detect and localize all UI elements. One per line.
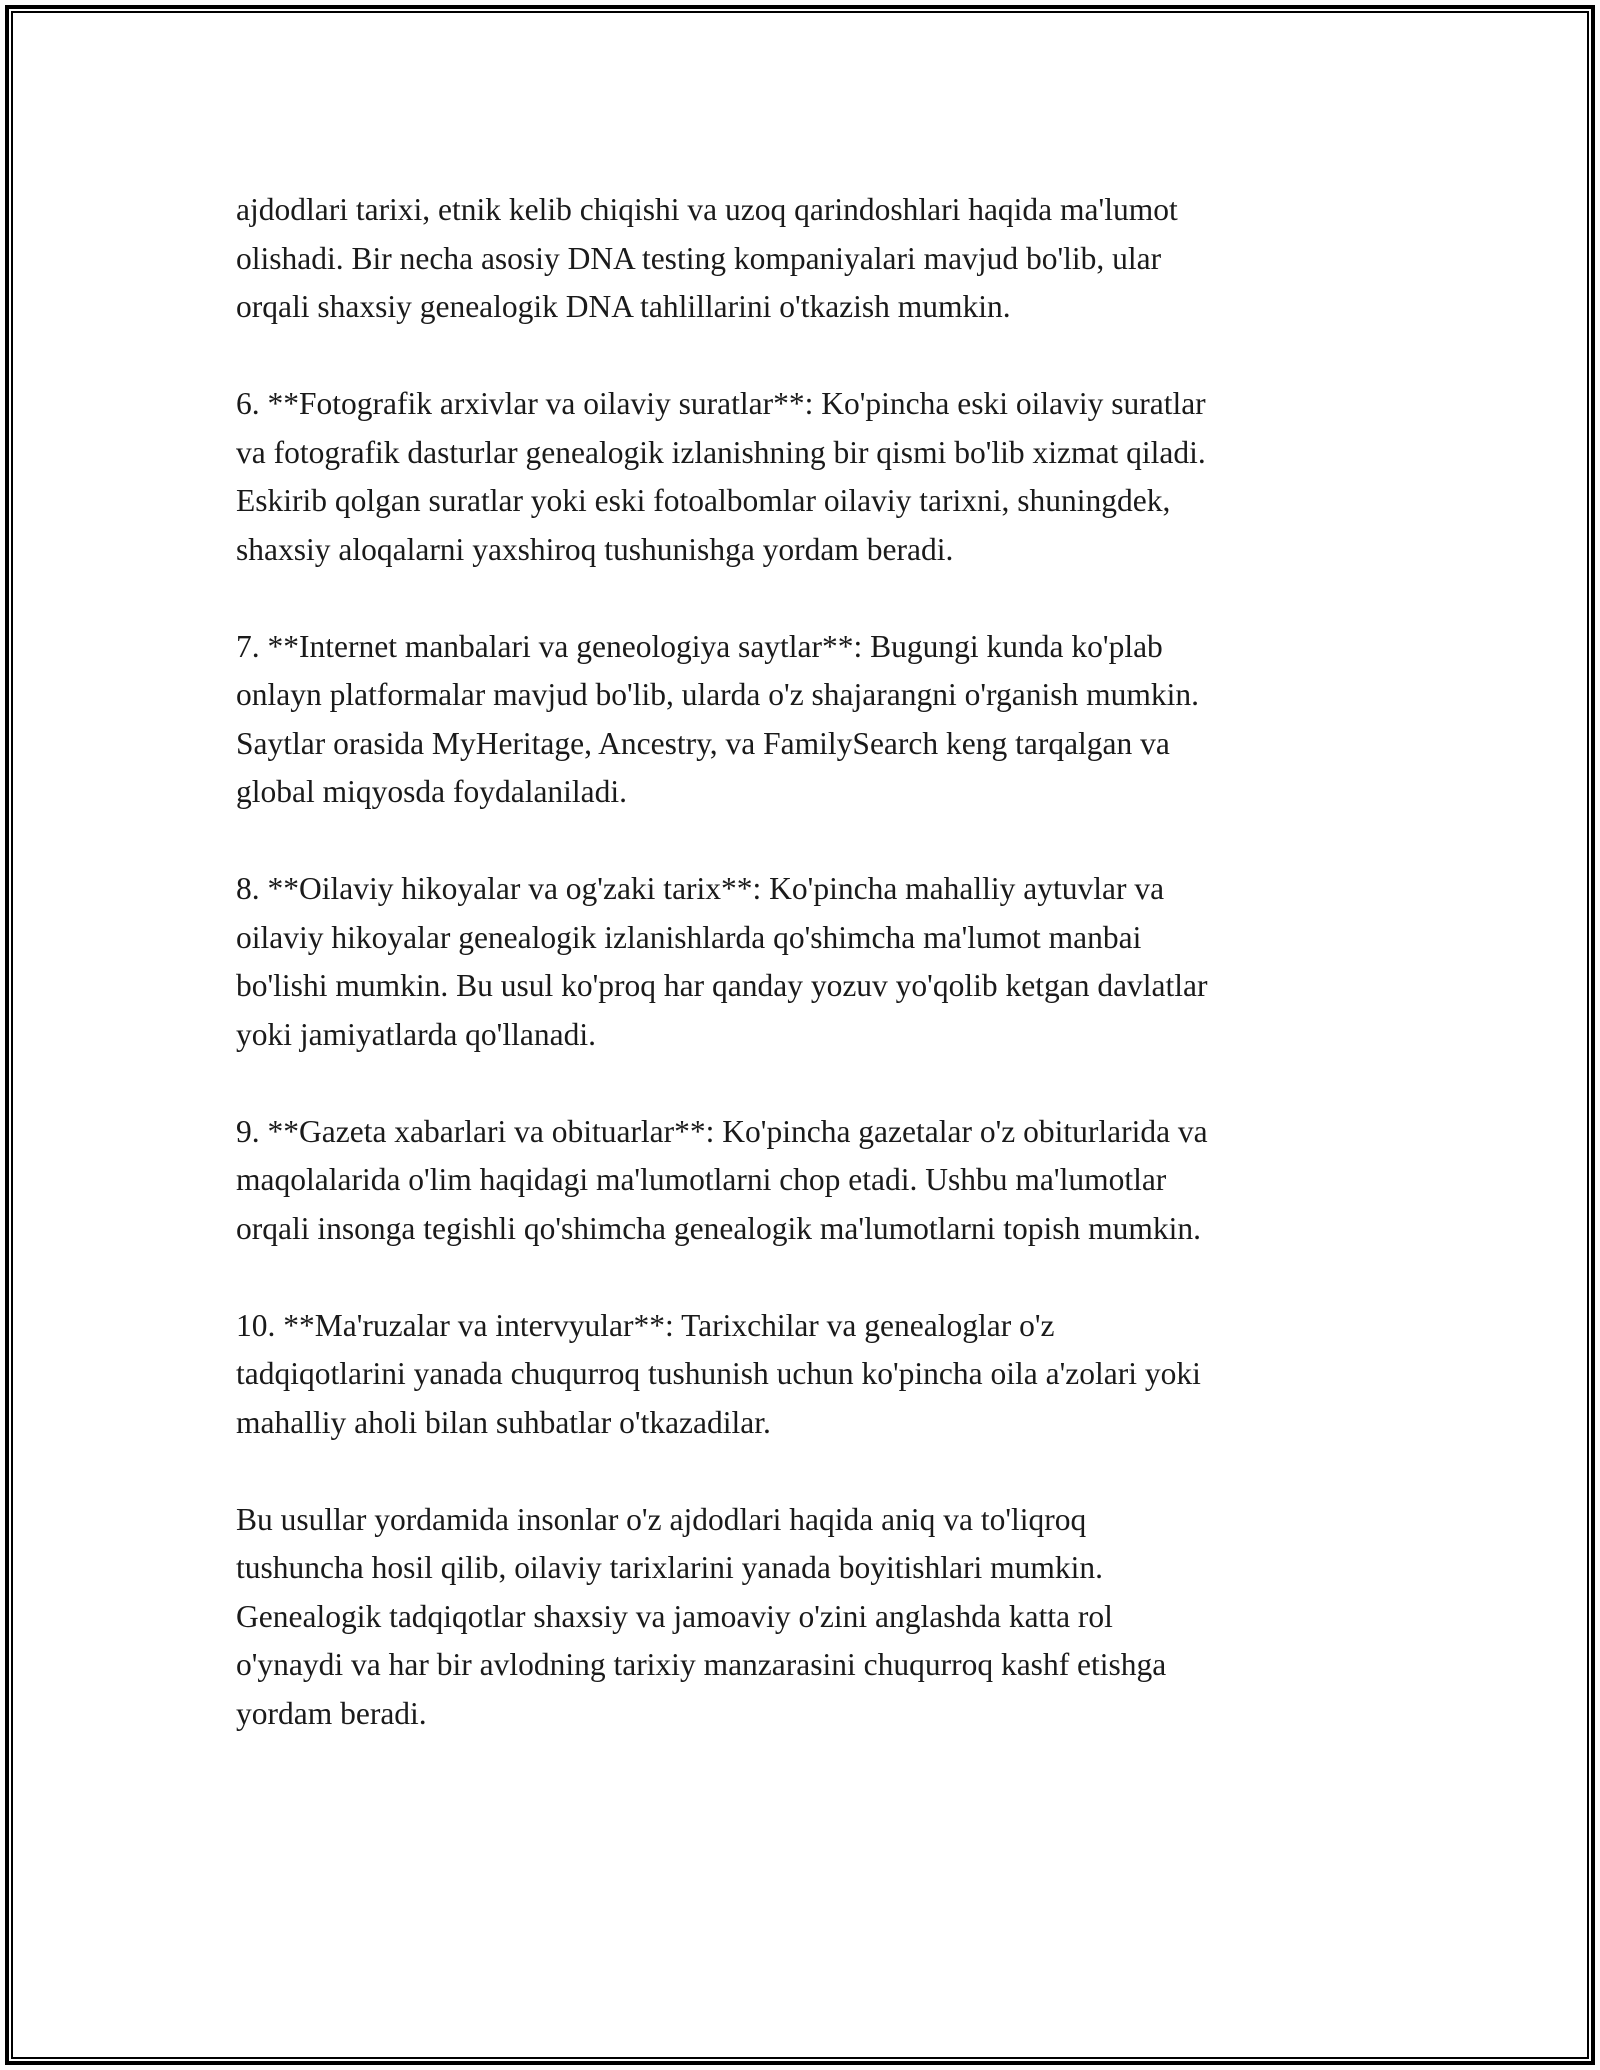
paragraph-dna-testing: ajdodlari tarixi, etnik kelib chiqishi va uzoq qarindoshlari haqida ma'lumot olishadi. Bir necha asosiy DNA testing kompaniyalari mavjud bo'lib, ular orqali shaxsiy genealogik DNA tahlillarini o'tkazish mumkin.: [236, 192, 1178, 324]
paragraph-photo-archives: 6. **Fotografik arxivlar va oilaviy suratlar**: Ko'pincha eski oilaviy suratlar va fotografik dasturlar genealogik izlanishning bir qismi bo'lib xizmat qiladi. Eskirib qolgan suratlar yoki eski fotoalbomlar oilaviy tarixni, shuningdek, shaxsiy aloqalarni yaxshiroq tushunishga yordam beradi.: [236, 386, 1206, 567]
paragraph-internet-sources: 7. **Internet manbalari va geneologiya saytlar**: Bugungi kunda ko'plab onlayn platformalar mavjud bo'lib, ularda o'z shajarangni o'rganish mumkin. Saytlar orasida MyHeritage, Ancestry, va FamilySearch keng tarqalgan va global miqyosda foydalaniladi.: [236, 628, 1199, 809]
paragraph-interviews: 10. **Ma'ruzalar va intervyular**: Tarixchilar va genealoglar o'z tadqiqotlarini yanada chuqurroq tushunish uchun ko'pincha oila a'zolari yoki mahalliy aholi bilan suhbatlar o'tkazadilar.: [236, 1307, 1201, 1440]
paragraph-oral-history: 8. **Oilaviy hikoyalar va og'zaki tarix**: Ko'pincha mahalliy aytuvlar va oilaviy hikoyalar genealogik izlanishlarda qo'shimcha ma'lumot manbai bo'lishi mumkin. Bu usul ko'proq har qanday yozuv yo'qolib ketgan davlatlar yoki jamiyatlarda qo'llanadi.: [236, 871, 1208, 1052]
paragraph-conclusion: Bu usullar yordamida insonlar o'z ajdodlari haqida aniq va to'liqroq tushuncha hosil qilib, oilaviy tarixlarini yanada boyitishlari mumkin. Genealogik tadqiqotlar shaxsiy va jamoaviy o'zini anglashda katta rol o'ynaydi va har bir avlodning tarixiy manzarasini chuqurroq kashf etishga yordam beradi.: [236, 1501, 1167, 1731]
paragraph-newspapers-obituaries: 9. **Gazeta xabarlari va obituarlar**: Ko'pincha gazetalar o'z obiturlarida va maqolalarida o'lim haqidagi ma'lumotlarni chop etadi. Ushbu ma'lumotlar orqali insonga tegishli qo'shimcha genealogik ma'lumotlarni topish mumkin.: [236, 1113, 1208, 1246]
document-body: [236, 186, 1386, 1787]
